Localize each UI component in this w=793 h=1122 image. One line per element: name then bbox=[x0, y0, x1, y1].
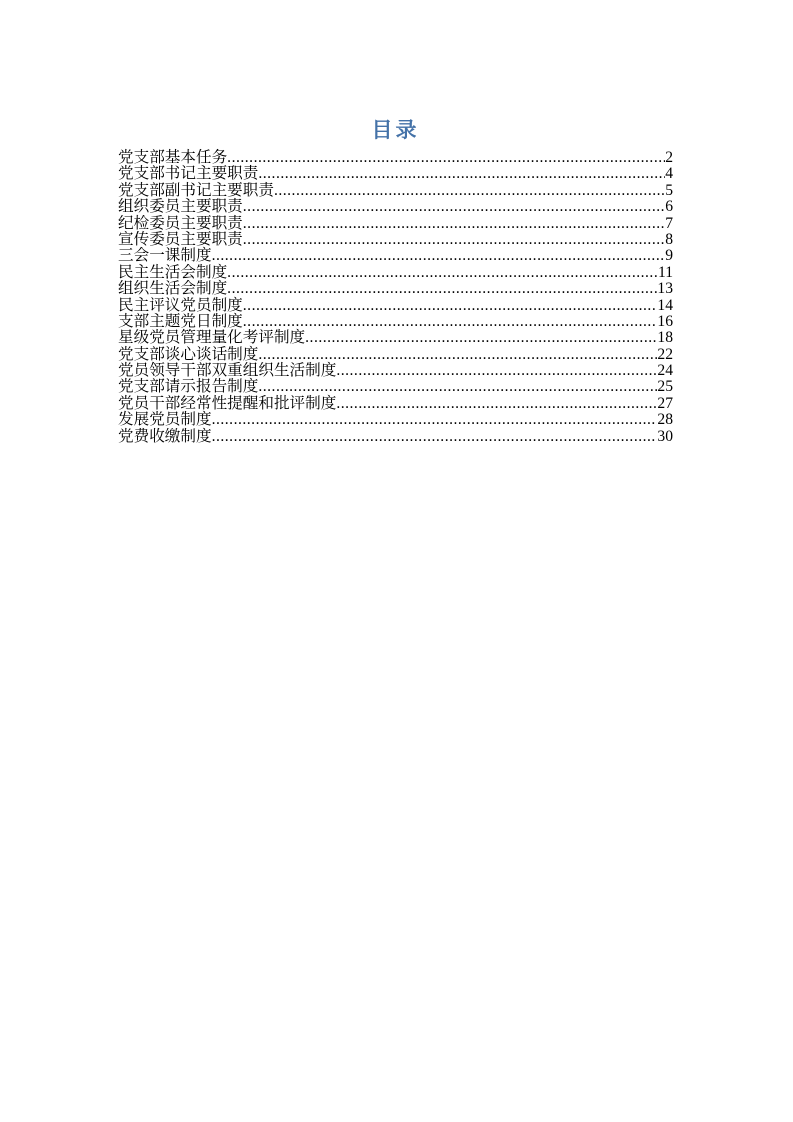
toc-entry[interactable] bbox=[118, 232, 673, 248]
toc-entry-page: 27 bbox=[657, 394, 673, 412]
toc-entry-page: 25 bbox=[657, 378, 673, 396]
toc-leader bbox=[243, 232, 665, 248]
toc-entry[interactable] bbox=[118, 412, 673, 428]
toc-entry-page: 14 bbox=[657, 296, 673, 314]
toc-entry-page: 7 bbox=[665, 214, 673, 232]
toc-entry-label: 党支部请示报告制度 bbox=[118, 378, 259, 396]
toc-entry-label: 支部主题党日制度 bbox=[118, 312, 243, 330]
toc-entry-label: 发展党员制度 bbox=[118, 411, 212, 429]
toc-entry-page: 11 bbox=[657, 263, 673, 281]
toc-leader bbox=[243, 298, 658, 314]
toc-entry-page: 22 bbox=[657, 345, 673, 363]
toc-entry[interactable] bbox=[118, 396, 673, 412]
toc-entry-label: 党支部基本任务 bbox=[118, 149, 228, 166]
toc-entry[interactable] bbox=[118, 199, 673, 215]
toc-entry[interactable] bbox=[118, 379, 673, 395]
toc-entry[interactable] bbox=[118, 248, 673, 264]
toc-leader bbox=[336, 363, 657, 379]
toc-entry-page: 24 bbox=[657, 362, 673, 380]
toc-leader bbox=[243, 199, 665, 215]
toc-leader bbox=[212, 429, 658, 445]
toc-entry-page: 9 bbox=[665, 247, 673, 265]
toc-leader bbox=[274, 183, 665, 199]
toc-leader bbox=[243, 314, 658, 330]
toc-entry-label: 党支部谈心谈话制度 bbox=[118, 345, 259, 363]
toc-entry[interactable] bbox=[118, 183, 673, 199]
toc-entry-page: 4 bbox=[665, 165, 673, 183]
toc-entry-label: 民主生活会制度 bbox=[118, 263, 228, 281]
toc-entry-label: 组织生活会制度 bbox=[118, 280, 228, 298]
toc-leader bbox=[258, 379, 657, 395]
toc-entry-page: 30 bbox=[657, 427, 673, 445]
toc-leader bbox=[336, 396, 657, 412]
page-content bbox=[118, 0, 673, 445]
toc-entry-page: 8 bbox=[665, 230, 673, 248]
toc-leader bbox=[227, 150, 665, 166]
toc-entry-page: 13 bbox=[657, 280, 673, 298]
toc-entry[interactable] bbox=[118, 216, 673, 232]
toc-entry-label: 党支部书记主要职责 bbox=[118, 165, 259, 183]
toc-entry-label: 党支部副书记主要职责 bbox=[118, 181, 274, 199]
toc-title: 目录 bbox=[371, 118, 420, 142]
toc-entry[interactable] bbox=[118, 330, 673, 346]
toc-entry-label: 星级党员管理量化考评制度 bbox=[118, 329, 306, 347]
toc-entry-label: 民主评议党员制度 bbox=[118, 296, 243, 314]
toc-entry-page: 5 bbox=[665, 181, 673, 199]
toc-leader bbox=[258, 347, 657, 363]
toc-entry[interactable] bbox=[118, 314, 673, 330]
toc-entry[interactable] bbox=[118, 281, 673, 297]
toc-leader bbox=[227, 281, 657, 297]
toc-entry[interactable] bbox=[118, 265, 673, 281]
toc-entry[interactable] bbox=[118, 429, 673, 445]
toc-entry[interactable] bbox=[118, 347, 673, 363]
toc-entry-label: 党费收缴制度 bbox=[118, 427, 212, 445]
toc-leader bbox=[212, 248, 666, 264]
toc-entry-page: 28 bbox=[657, 411, 673, 429]
toc-entry[interactable] bbox=[118, 150, 673, 166]
toc-leader bbox=[305, 330, 657, 346]
toc-leader bbox=[258, 166, 665, 182]
toc-entry[interactable] bbox=[118, 363, 673, 379]
toc-entry-label: 党员领导干部双重组织生活制度 bbox=[118, 362, 337, 380]
toc-list bbox=[118, 150, 673, 445]
toc-entry[interactable] bbox=[118, 166, 673, 182]
toc-entry-label: 组织委员主要职责 bbox=[118, 198, 243, 216]
toc-entry-page: 18 bbox=[657, 329, 673, 347]
toc-entry-page: 6 bbox=[665, 198, 673, 216]
toc-entry-label: 宣传委员主要职责 bbox=[118, 230, 243, 248]
toc-leader bbox=[212, 412, 658, 428]
toc-leader bbox=[243, 216, 665, 232]
toc-entry[interactable] bbox=[118, 298, 673, 314]
toc-entry-label: 三会一课制度 bbox=[118, 247, 212, 265]
toc-entry-page: 16 bbox=[657, 312, 673, 330]
toc-leader bbox=[227, 265, 658, 281]
toc-entry-label: 党员干部经常性提醒和批评制度 bbox=[118, 394, 337, 412]
toc-entry-label: 纪检委员主要职责 bbox=[118, 214, 243, 232]
toc-entry-page: 2 bbox=[665, 149, 673, 166]
